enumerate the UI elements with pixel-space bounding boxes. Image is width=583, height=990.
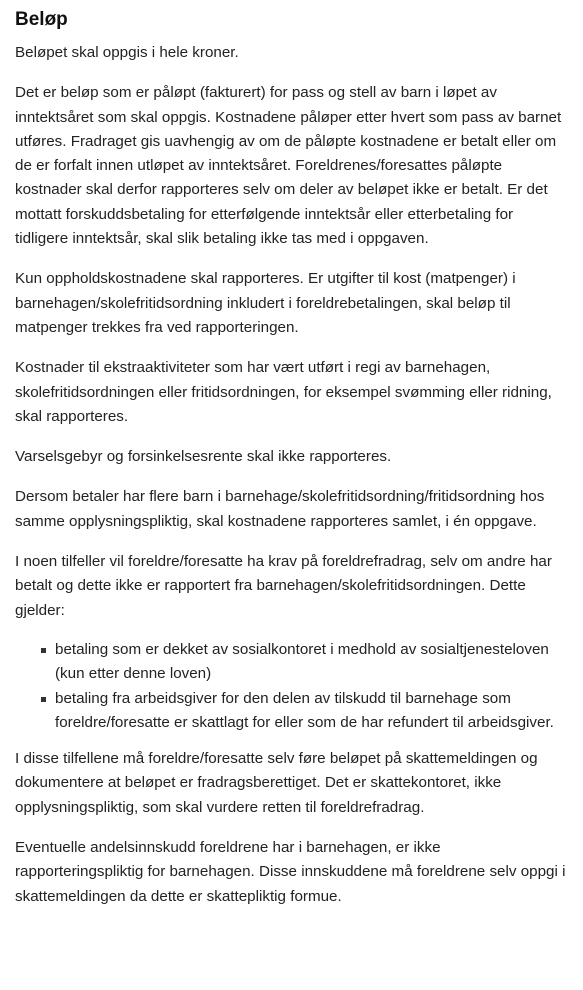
bullet-list xyxy=(15,638,569,735)
list-item-text: betaling som er dekket av sosialkontoret i medhold av sosialtjenesteloven (kun etter denne loven) xyxy=(55,640,549,683)
paragraph-extra-activities: Kostnader til ekstraaktiviteter som har vært utført i regi av barnehagen, skolefritidsordningen eller fritidsordningen, for eksempel svømming eller ridning, skal rapporteres. xyxy=(15,359,552,425)
paragraph-share-deposits: Eventuelle andelsinnskudd foreldrene har i barnehagen, er ikke rapporteringspliktig for barnehagen. Disse innskuddene må foreldrene selv oppgi i skattemeldingen da dette er skattepliktig formue. xyxy=(15,839,566,905)
square-bullet-icon xyxy=(41,697,46,702)
list-item xyxy=(55,638,569,687)
paragraph-stay-costs: Kun oppholdskostnadene skal rapporteres. Er utgifter til kost (matpenger) i barnehagen/skolefritidsordning inkludert i foreldrebetalingen, skal beløp til matpenger trekkes fra ved rapporteringen. xyxy=(15,270,516,336)
paragraph-multiple-children: Dersom betaler har flere barn i barnehage/skolefritidsordning/fritidsordning hos samme opplysningspliktig, skal kostnadene rapporteres samlet, i én oppgave. xyxy=(15,488,545,530)
list-item-text: betaling fra arbeidsgiver for den delen av tilskudd til barnehage som foreldre/foresatte er skattlagt for eller som de har refundert til arbeidsgiver. xyxy=(55,689,554,731)
section-heading: Beløp xyxy=(15,9,68,30)
list-item xyxy=(55,687,569,736)
paragraph-whole-kroner: Beløpet skal oppgis i hele kroner. xyxy=(15,44,239,61)
paragraph-parent-deduction: I noen tilfeller vil foreldre/foresatte ha krav på foreldrefradrag, selv om andre har betalt og dette ikke er rapportert fra barnehagen/skolefritidsordningen. Dette gjelder: xyxy=(15,553,552,619)
paragraph-self-report: I disse tilfellene må foreldre/foresatte selv føre beløpet på skattemeldingen og dokumentere at beløpet er fradragsberettiget. Det er skattekontoret, ikke opplysningspliktig, som skal vurdere retten til foreldrefradrag. xyxy=(15,750,538,816)
paragraph-fees-interest: Varselsgebyr og forsinkelsesrente skal ikke rapporteres. xyxy=(15,448,392,466)
square-bullet-icon xyxy=(41,648,46,653)
paragraph-accrued-costs: Det er beløp som er påløpt (fakturert) for pass og stell av barn i løpet av inntektsåret som skal oppgis. Kostnadene påløper etter hvert som pass av barnet utføres. Fradraget gis uavhengig av om de påløpte kostnadene er betalt eller om de er forfalt innen utløpet av inntektsåret. Foreldrenes/foresattes påløpte kostnader skal derfor rapporteres selv om deler av beløpet ikke er betalt. Er det mottatt forskuddsbetaling for etterfølgende inntektsår eller etterbetaling for tidligere inntektsår, skal slik betaling ikke tas med i oppgaven. xyxy=(15,84,562,248)
